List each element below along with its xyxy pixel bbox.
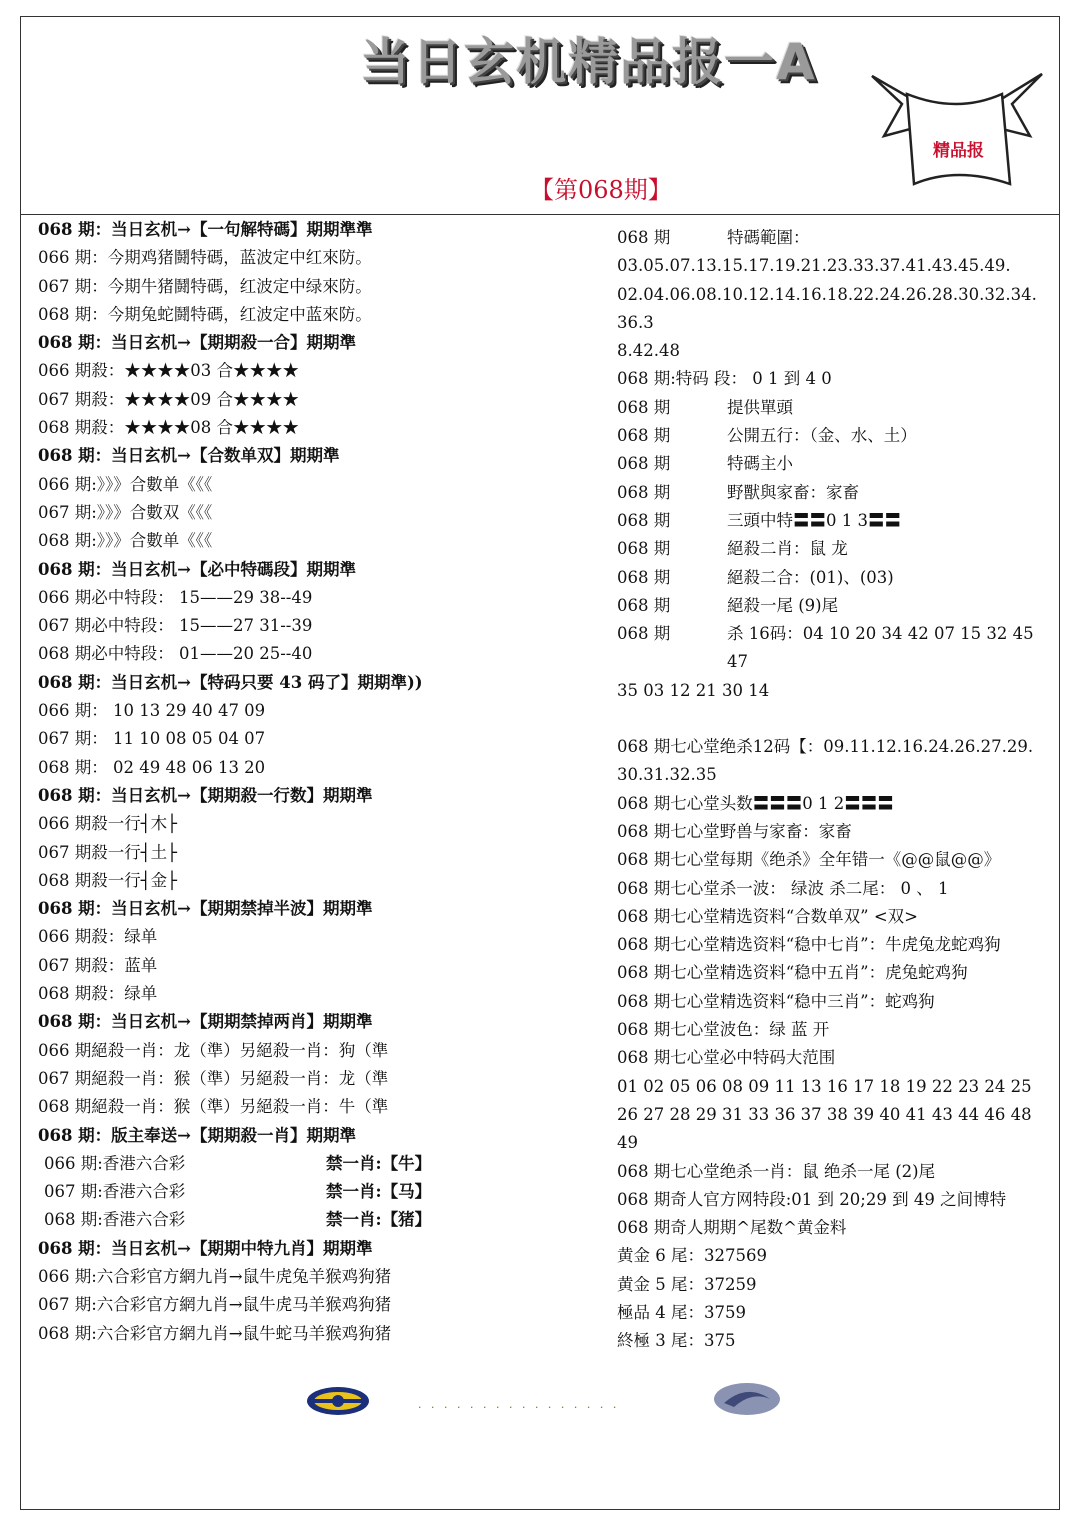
info-key: 068 期	[617, 567, 671, 587]
text-line: 068 期七心堂精选资料“稳中七肖”：牛虎兔龙蛇鸡狗	[617, 935, 1001, 955]
hk-row-left: 066 期:香港六合彩	[44, 1153, 186, 1173]
info-key: 068 期	[617, 426, 671, 446]
text-line: 068 期七心堂精选资料“稳中五肖”：虎兔蛇鸡狗	[617, 963, 968, 983]
info-value: 野獸與家畜：家畜	[727, 482, 859, 502]
text-line: 068 期殺：★★★★08 合★★★★	[38, 418, 299, 438]
section-heading: 068 期：当日玄机→【一句解特碼】期期準準	[38, 220, 373, 239]
info-key: 068 期	[617, 228, 671, 247]
text-line: 066 期殺一行┤木├	[38, 814, 178, 834]
text-line: 067 期:》》》合數双《《《	[38, 502, 213, 522]
info-key: 068 期	[617, 397, 671, 417]
section-heading: 068 期：当日玄机→【合数单双】期期準	[38, 446, 340, 466]
text-line: 35 03 12 21 30 14	[617, 680, 770, 700]
text-line: 068 期絕殺一肖：猴（準）另絕殺一肖：牛（準	[38, 1097, 389, 1117]
text-line: 068 期七心堂精选资料“稳中三肖”：蛇鸡狗	[617, 991, 935, 1011]
text-line: 068 期七心堂野兽与家畜：家畜	[617, 821, 852, 841]
hk-row	[38, 1206, 598, 1234]
info-key: 068 期	[617, 539, 671, 559]
info-row	[617, 620, 1037, 677]
info-row	[617, 394, 1037, 422]
text-line: 極品 4 尾：3759	[617, 1302, 746, 1322]
text-line: 黄金 5 尾：37259	[617, 1274, 757, 1294]
text-line: 068 期:六合彩官方網九肖→鼠牛蛇马羊猴鸡狗猪	[38, 1323, 392, 1343]
info-value: 杀 16码：04 10 20 34 42 07 15 32 45 47	[727, 624, 1034, 672]
text-line: 068 期奇人官方网特段:01 到 20;29 到 49 之间博特	[617, 1189, 1007, 1209]
emblem-logo-icon	[305, 1385, 371, 1417]
section-heading: 068 期：当日玄机→【期期殺一合】期期準	[38, 333, 357, 353]
text-line: 068 期:》》》合數单《《《	[38, 531, 213, 551]
left-column	[38, 216, 598, 1348]
text-line: 066 期：今期鸡猪鬪特碼，蓝波定中红來防。	[38, 248, 372, 268]
info-row	[617, 450, 1037, 478]
text-line: 068 期七心堂杀一波： 绿波 杀二尾： 0 、 1	[617, 878, 949, 898]
text-line: 068 期：今期兔蛇鬪特碼，红波定中蓝來防。	[38, 304, 372, 324]
info-row	[617, 479, 1037, 507]
text-line: 03.05.07.13.15.17.19.21.23.33.37.41.43.45.49.	[617, 256, 1011, 276]
text-line: 068 期七心堂必中特码大范围	[617, 1048, 836, 1068]
hk-row-left: 067 期:香港六合彩	[44, 1182, 186, 1202]
text-line: 068 期殺：绿单	[38, 984, 158, 1004]
right-column	[617, 216, 1037, 1356]
issue-number: 【第068期】	[530, 176, 672, 204]
text-line: 068 期七心堂波色：绿 蓝 开	[617, 1020, 830, 1040]
info-key: 068 期	[617, 595, 671, 615]
text-line: 068 期:特码 段： 0 1 到 4 0	[617, 369, 832, 389]
info-key: 068 期	[617, 454, 671, 474]
info-key: 068 期	[617, 482, 671, 502]
hk-row-left: 068 期:香港六合彩	[44, 1210, 186, 1230]
text-line: 067 期： 11 10 08 05 04 07	[38, 729, 266, 749]
info-value: 特碼主小	[727, 454, 793, 474]
section-heading: 068 期：当日玄机→【必中特碼段】期期準	[38, 559, 357, 579]
section-heading: 068 期：版主奉送→【期期殺一肖】期期準	[38, 1125, 357, 1145]
hk-row-right: 禁一肖:【猪】	[326, 1210, 432, 1230]
info-row	[617, 224, 1037, 252]
text-line: 01 02 05 06 08 09 11 13 16 17 18 19 22 23 24 25 26 27 28 29 31 33 36 37 38 39 40 41 43 44 46 48 49	[617, 1076, 1032, 1153]
info-row	[617, 564, 1037, 592]
section-heading: 068 期：当日玄机→【期期殺一行数】期期準	[38, 785, 373, 805]
text-line: 068 期奇人期期^尾数^黄金料	[617, 1218, 847, 1238]
info-value: 三頭中特〓〓0 1 3〓〓	[727, 510, 901, 530]
section-heading: 068 期：当日玄机→【期期中特九肖】期期準	[38, 1238, 373, 1258]
hk-row-right: 禁一肖:【马】	[326, 1182, 432, 1202]
text-line: 066 期殺：绿单	[38, 927, 158, 947]
text-line: 02.04.06.08.10.12.14.16.18.22.24.26.28.30.32.34.36.3	[617, 284, 1037, 332]
text-line: 067 期:六合彩官方網九肖→鼠牛虎马羊猴鸡狗猪	[38, 1295, 392, 1315]
info-row	[617, 507, 1037, 535]
text-line: 068 期七心堂精选资料“合数单双” <双>	[617, 906, 919, 926]
section-heading: 068 期：当日玄机→【特码只要 43 码了】期期準))	[38, 672, 423, 692]
info-row	[617, 422, 1037, 450]
info-value: 提供單頭	[727, 397, 793, 417]
info-value: 絕殺二合：(01)、(03)	[727, 567, 894, 587]
hk-row	[38, 1178, 598, 1206]
info-value: 絕殺一尾 (9)尾	[727, 595, 839, 615]
text-line: 068 期： 02 49 48 06 13 20	[38, 757, 266, 777]
text-line: 067 期：今期牛猪鬪特碼，红波定中绿來防。	[38, 276, 372, 296]
text-line: 066 期絕殺一肖：龙（準）另絕殺一肖：狗（準	[38, 1040, 389, 1060]
info-value: 特碼範圍：	[727, 228, 810, 247]
banner-title: 当日玄机精品报一A	[360, 33, 817, 91]
hk-row-right: 禁一肖:【牛】	[326, 1153, 432, 1173]
swirl-logo-icon	[712, 1381, 782, 1417]
info-key: 068 期	[617, 510, 671, 530]
info-key: 068 期	[617, 624, 671, 644]
header-divider	[20, 214, 1060, 215]
ribbon-label: 精品报	[933, 141, 984, 161]
text-line: 068 期殺一行┤金├	[38, 870, 178, 890]
text-line: 黄金 6 尾：327569	[617, 1246, 767, 1266]
text-line: 066 期殺：★★★★03 合★★★★	[38, 361, 299, 381]
text-line: 068 期七心堂绝杀一肖：鼠 绝杀一尾 (2)尾	[617, 1161, 936, 1181]
text-line: 068 期七心堂每期《绝杀》全年错一《@@鼠@@》	[617, 850, 1001, 870]
text-line: 068 期七心堂绝杀12码【：09.11.12.16.24.26.27.29.30.31.32.35	[617, 737, 1034, 785]
footer-slogan: · · · · · · · · · · · · · · · ·	[418, 1401, 620, 1414]
info-value: 絕殺二肖：鼠 龙	[727, 539, 848, 559]
text-line: 066 期:》》》合數单《《《	[38, 474, 213, 494]
ribbon-icon	[862, 66, 1052, 191]
text-line: 066 期： 10 13 29 40 47 09	[38, 701, 266, 721]
info-value: 公開五行：（金、水、土）	[727, 426, 917, 446]
text-line: 067 期必中特段： 15——27 31--39	[38, 616, 313, 636]
text-line: 066 期必中特段： 15——29 38--49	[38, 587, 313, 607]
section-heading: 068 期：当日玄机→【期期禁掉两肖】期期準	[38, 1012, 373, 1032]
text-line: 068 期必中特段： 01——20 25--40	[38, 644, 313, 664]
text-line: 終極 3 尾：375	[617, 1331, 736, 1351]
section-heading: 068 期：当日玄机→【期期禁掉半波】期期準	[38, 899, 373, 919]
text-line: 066 期:六合彩官方網九肖→鼠牛虎兔羊猴鸡狗猪	[38, 1266, 392, 1286]
info-row	[617, 592, 1037, 620]
hk-row	[38, 1150, 598, 1178]
text-line: 068 期七心堂头数〓〓〓0 1 2〓〓〓	[617, 793, 894, 813]
info-row	[617, 535, 1037, 563]
text-line: 067 期殺：★★★★09 合★★★★	[38, 389, 299, 409]
text-line: 8.42.48	[617, 341, 680, 361]
text-line: 067 期絕殺一肖：猴（準）另絕殺一肖：龙（準	[38, 1068, 389, 1088]
text-line: 067 期殺一行┤土├	[38, 842, 178, 862]
text-line: 067 期殺：蓝单	[38, 955, 158, 975]
